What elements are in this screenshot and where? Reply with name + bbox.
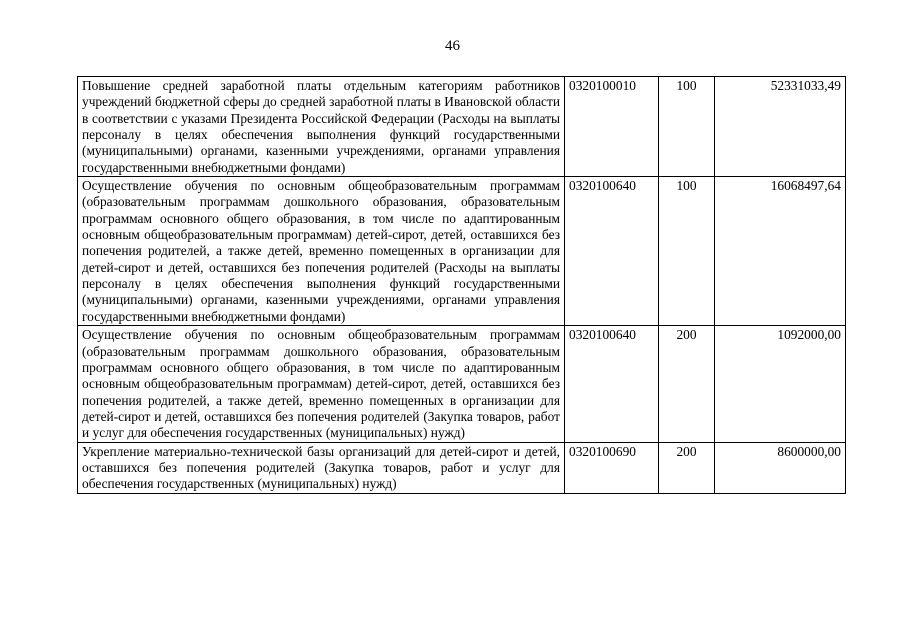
table-row: [78, 77, 846, 177]
row-amount: 1092000,00: [715, 326, 846, 442]
table-row: [78, 177, 846, 326]
budget-table: [77, 76, 846, 494]
row-description: Укрепление материально-технической базы организаций для детей-сирот и детей, оставшихся без попечения родителей (Закупка товаров, работ и услуг для обеспечения государственных (муниципальных) нужд): [78, 442, 565, 493]
table-row: [78, 326, 846, 442]
row-amount: 52331033,49: [715, 77, 846, 177]
row-target-code: 0320100640: [565, 326, 659, 442]
page-number: 46: [445, 38, 460, 54]
row-description: Осуществление обучения по основным общеобразовательным программам (образовательным программам дошкольного образования, образовательным программам основного общего образования, в том числе по адаптированным основным общеобразовательным программам) детей-сирот, детей, оставшихся без попечения родителей, а также детей, временно помещенных в организации для детей-сирот и детей, оставшихся без попечения родителей (Расходы на выплаты персоналу в целях обеспечения выполнения функций государственными (муниципальными) органами, казенными учреждениями, органами управления государственными внебюджетными фондами): [78, 177, 565, 326]
row-target-code: 0320100690: [565, 442, 659, 493]
row-expense-type: 100: [659, 77, 715, 177]
row-amount: 8600000,00: [715, 442, 846, 493]
table-row: [78, 442, 846, 493]
row-expense-type: 100: [659, 177, 715, 326]
row-description: Осуществление обучения по основным общеобразовательным программам (образовательным программам дошкольного образования, образовательным программам основного общего образования, в том числе по адаптированным основным общеобразовательным программам) детей-сирот, детей, оставшихся без попечения родителей, а также детей, временно помещенных в организации для детей-сирот и детей, оставшихся без попечения родителей (Закупка товаров, работ и услуг для обеспечения государственных (муниципальных) нужд): [78, 326, 565, 442]
row-expense-type: 200: [659, 326, 715, 442]
row-expense-type: 200: [659, 442, 715, 493]
row-target-code: 0320100640: [565, 177, 659, 326]
row-description: Повышение средней заработной платы отдельным категориям работников учреждений бюджетной сферы до средней заработной платы в Ивановской области в соответствии с указами Президента Российской Федерации (Расходы на выплаты персоналу в целях обеспечения выполнения функций государственными (муниципальными) органами, казенными учреждениями, органами управления государственными внебюджетными фондами): [78, 77, 565, 177]
row-amount: 16068497,64: [715, 177, 846, 326]
row-target-code: 0320100010: [565, 77, 659, 177]
